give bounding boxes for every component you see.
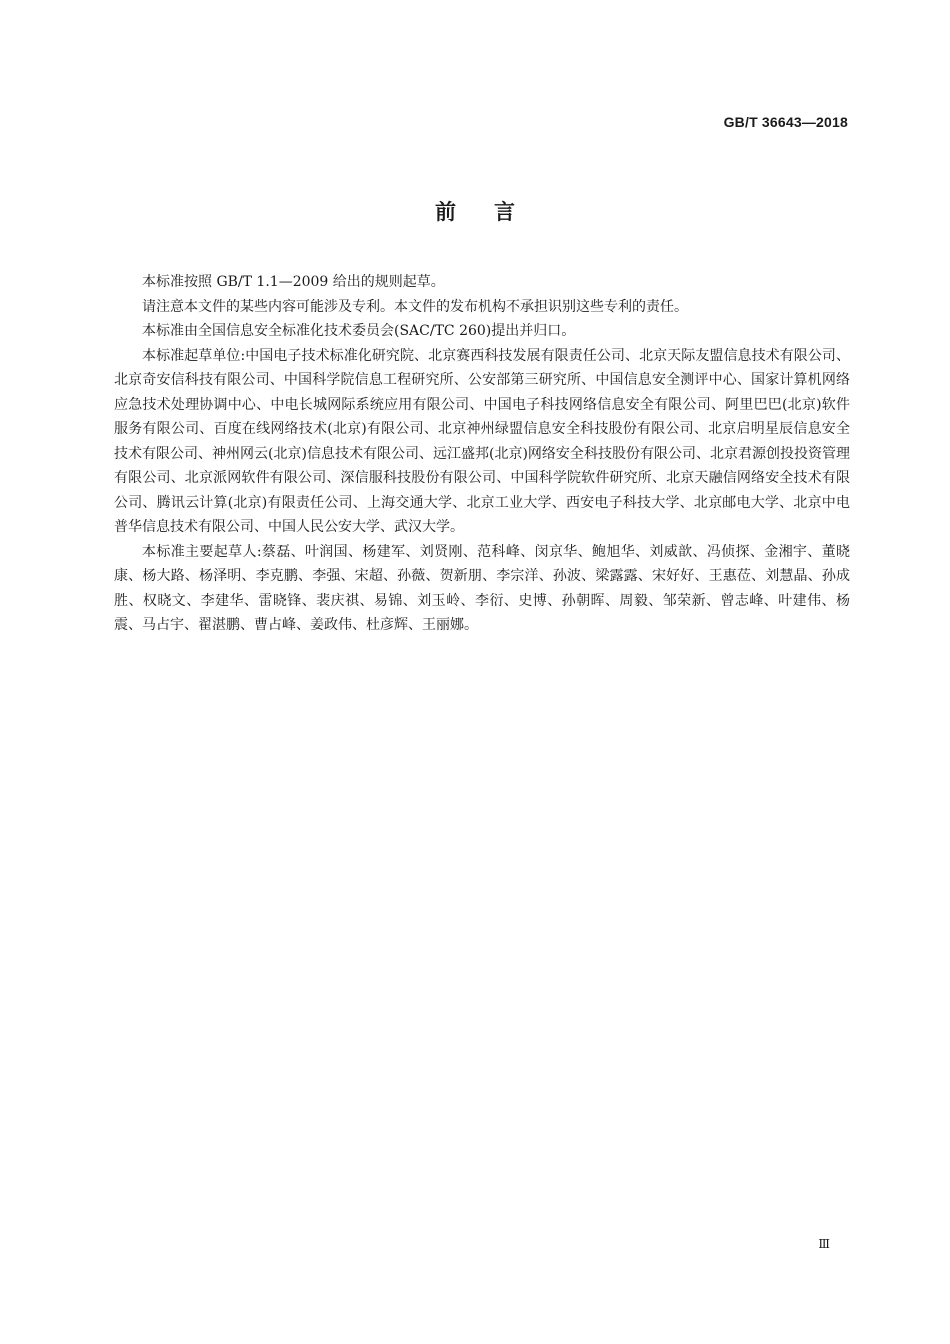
paragraph-patent-notice: 请注意本文件的某些内容可能涉及专利。本文件的发布机构不承担识别这些专利的责任。 — [142, 298, 688, 315]
foreword-body — [114, 270, 850, 638]
paragraph-proposer: 本标准由全国信息安全标准化技术委员会(SAC/TC 260)提出并归口。 — [142, 323, 576, 339]
paragraph-drafters: 本标准主要起草人:蔡磊、叶润国、杨建军、刘贤刚、范科峰、闵京华、鲍旭华、刘威歆、冯侦探、金湘宇、董晓康、杨大路、杨泽明、李克鹏、李强、宋超、孙薇、贺新朋、李宗洋、孙波、梁露露、宋好好、王惠莅、刘慧晶、孙成胜、权晓文、李建华、雷晓锋、裴庆祺、易锦、刘玉岭、李衍、史博、孙朝晖、周毅、邹荣新、曾志峰、叶建伟、杨震、马占宇、翟湛鹏、曹占峰、姜政伟、杜彦辉、王丽娜。 — [114, 543, 850, 633]
page-title: 前言 — [435, 200, 553, 224]
standard-code: GB/T 36643—2018 — [723, 114, 848, 130]
page-number: Ⅲ — [818, 1237, 830, 1251]
paragraph-drafting-rules: 本标准按照 GB/T 1.1—2009 给出的规则起草。 — [142, 274, 445, 290]
paragraph-drafting-units: 本标准起草单位:中国电子技术标准化研究院、北京赛西科技发展有限责任公司、北京天际友盟信息技术有限公司、北京奇安信科技有限公司、中国科学院信息工程研究所、公安部第三研究所、中国信息安全测评中心、国家计算机网络应急技术处理协调中心、中电长城网际系统应用有限公司、中国电子科技网络信息安全有限公司、阿里巴巴(北京)软件服务有限公司、百度在线网络技术(北京)有限公司、北京神州绿盟信息安全科技股份有限公司、北京启明星辰信息安全技术有限公司、神州网云(北京)信息技术有限公司、远江盛邦(北京)网络安全科技股份有限公司、北京君源创投投资管理有限公司、北京派网软件有限公司、深信服科技股份有限公司、中国科学院软件研究所、北京天融信网络安全技术有限公司、腾讯云计算(北京)有限责任公司、上海交通大学、北京工业大学、西安电子科技大学、北京邮电大学、北京中电普华信息技术有限公司、中国人民公安大学、武汉大学。 — [114, 347, 850, 535]
